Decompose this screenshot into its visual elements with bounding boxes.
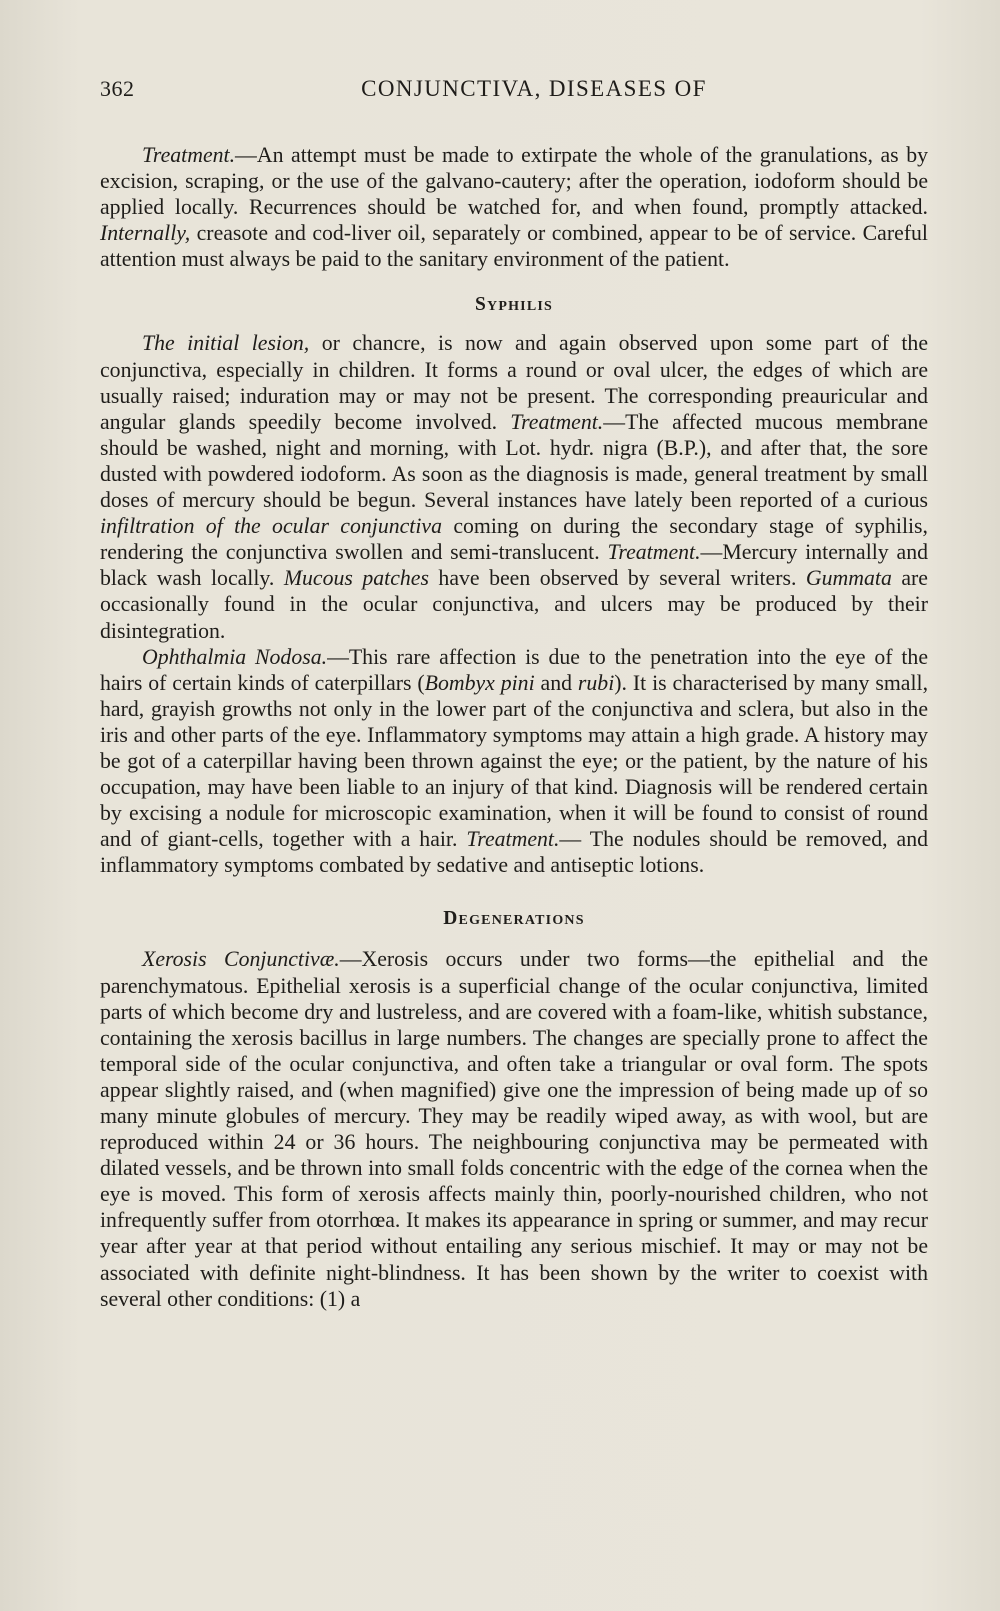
paragraph-treatment xyxy=(100,142,928,272)
run-emphasis: Treatment. xyxy=(607,540,701,565)
run-emphasis: Mucous patches xyxy=(283,566,429,591)
run-emphasis: Gummata xyxy=(805,566,892,591)
run-text: ). It is characterised by many small, hard, grayish growths not only in the lower part of the conjunctiva and sclera, but also in the iris and other parts of the eye. Inflammatory symptoms may attain a high grade. A history may be got of a caterpillar having been thrown against the eye; or the patient, by the nature of his occupation, may have been liable to an injury of that kind. Diagnosis will be rendered certain by excising a nodule for microscopic examination, when it will be found to consist of round and of giant-cells, together with a hair. xyxy=(100,670,929,852)
run-heading: Xerosis Conjunctivæ. xyxy=(142,947,340,972)
running-head xyxy=(100,72,928,112)
run-text: —The affected mucous membrane should be washed, night and morning, with Lot. hydr. nigra (B.P.), and after that, the sore dusted with powdered iodoform. As soon as the diagnosis is made, general treatment by small doses of mercury should be begun. Several instances have lately been reported of a curious xyxy=(100,409,928,513)
paragraph-xerosis xyxy=(100,946,928,1311)
run-text: creasote and cod-liver oil, separately or combined, appear to be of service. Careful attention must always be paid to the sanitary environment of the patient. xyxy=(100,221,928,272)
page-number: 362 xyxy=(100,76,135,101)
run-text: —This rare affection is due to the penetration into the eye of the hairs of certain kinds of caterpillars ( xyxy=(100,644,928,695)
run-text: have been observed by several writers. xyxy=(428,566,806,591)
run-emphasis: Internally, xyxy=(100,221,191,246)
paragraph-ophthalmia-nodosa xyxy=(100,644,928,879)
run-text: coming on during the secondary stage of syphilis, rendering the conjunctiva swollen and semi-translucent. xyxy=(100,514,928,565)
run-text: — The nodules should be removed, and inflammatory symptoms combated by sedative and antiseptic lotions. xyxy=(100,827,928,878)
run-text: are occasionally found in the ocular conjunctiva, and ulcers may be produced by their disintegration. xyxy=(100,566,928,643)
run-text: —Xerosis occurs under two forms—the epithelial and the parenchymatous. Epithelial xerosis is a superficial change of the ocular conjunctiva, limited parts of which become dry and lustreless, and are covered with a foam-like, whitish substance, containing the xerosis bacillus in large numbers. The changes are specially prone to affect the temporal side of the ocular conjunctiva, and often take a triangular or oval form. The spots appear slightly raised, and (when magnified) give one the impression of being made up of so many minute globules of mercury. They may be readily wiped away, as with wool, but are reproduced within 24 or 36 hours. The neighbouring conjunctiva may be permeated with dilated vessels, and be thrown into small folds concentric with the edge of the cornea when the eye is moved. This form of xerosis affects mainly thin, poorly-nourished children, who not infrequently suffer from otorrhœa. It makes its appearance in spring or summer, and may recur year after year at that period without entailing any serious mischief. It may or may not be associated with definite night-blindness. It has been shown by the writer to coexist with several other conditions: (1) a xyxy=(100,947,928,1311)
paragraph-syphilis xyxy=(100,330,928,643)
run-text: —Mercury internally and black wash locally. xyxy=(100,540,928,591)
section-heading-degenerations: Degenerations xyxy=(443,908,585,930)
run-emphasis: Bombyx pini xyxy=(424,670,535,695)
run-emphasis: Treatment. xyxy=(510,409,604,434)
running-title: CONJUNCTIVA, DISEASES OF xyxy=(361,76,707,101)
run-text: —An attempt must be made to extirpate the whole of the granulations, as by excision, scraping, or the use of the galvano-cautery; after the operation, iodoform should be applied locally. Recurrences should be watched for, and when found, promptly attacked. xyxy=(100,143,928,220)
run-emphasis: infiltration of the ocular conjunctiva xyxy=(100,514,442,539)
run-heading: Treatment. xyxy=(142,143,236,167)
run-text: and xyxy=(534,670,578,695)
run-heading: Ophthalmia Nodosa. xyxy=(142,644,328,669)
run-text: or chancre, is now and again observed upon some part of the conjunctiva, especially in children. It forms a round or oval ulcer, the edges of which are usually raised; induration may or may not be present. The corresponding preauricular and angular glands speedily become involved. xyxy=(100,331,928,434)
section-heading-syphilis: Syphilis xyxy=(474,294,554,316)
run-heading: The initial lesion, xyxy=(142,331,310,356)
run-emphasis: rubi xyxy=(577,670,615,695)
run-emphasis: Treatment. xyxy=(466,827,560,852)
